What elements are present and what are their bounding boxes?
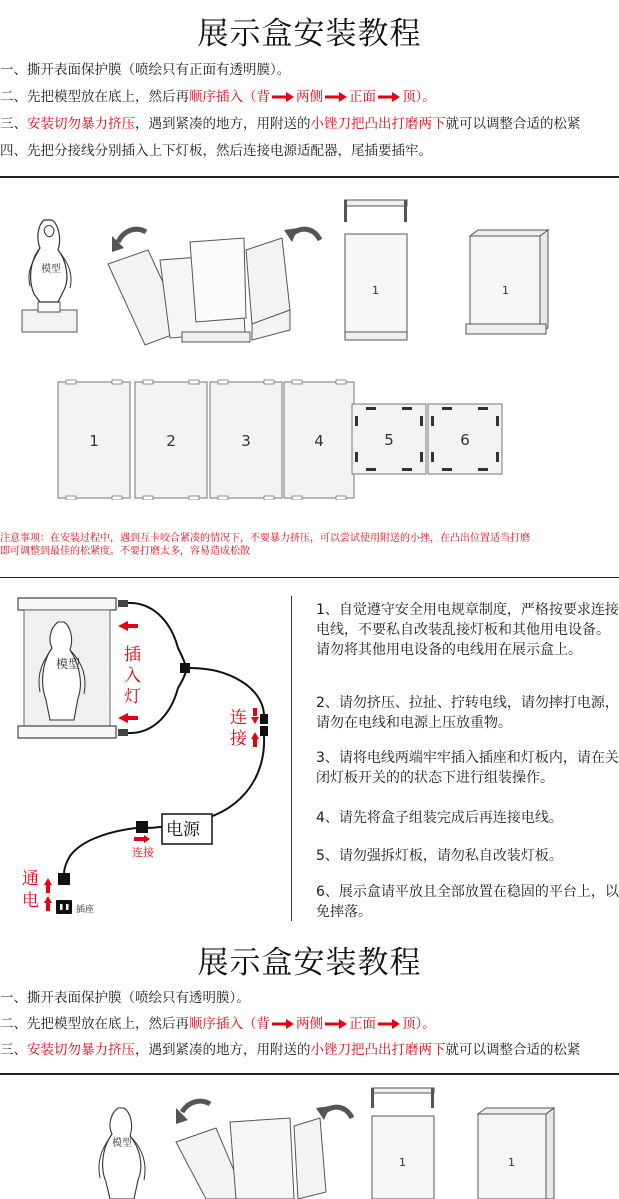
- model-label: 模型: [112, 1138, 132, 1149]
- box-complete: [466, 230, 548, 334]
- panel-label: 2: [166, 432, 176, 450]
- safety-notice-1: 1、自觉遵守安全用电规章制度，严格按要求连接电线，不要私自改装乱接灯板和其他用电设备。请勿将其他用电设备的电线用在展示盒上。: [316, 602, 619, 658]
- top-light-board: [18, 598, 116, 610]
- step-text: ，遇到紧凑的地方，用附送的: [135, 116, 311, 132]
- box-opening: [108, 238, 290, 345]
- box-lid-lifting: [344, 200, 407, 340]
- panel-3: [210, 380, 282, 500]
- panel-label: 1: [502, 284, 509, 297]
- step-4: [0, 142, 619, 160]
- panel-label: 6: [460, 431, 470, 449]
- panel-layout: [0, 378, 619, 500]
- arrow-right-icon: [378, 92, 400, 102]
- arrow-right-icon: [378, 1019, 400, 1029]
- model-label: 模型: [56, 657, 81, 671]
- assembly-illustration: [0, 190, 619, 350]
- panel-label: 3: [241, 432, 251, 450]
- step-prefix: 一、: [0, 990, 27, 1006]
- panel-label: 1: [372, 284, 379, 297]
- step-text: 就可以调整合适的松紧: [445, 1042, 581, 1058]
- divider: [0, 577, 619, 578]
- connect-label: 连 接: [230, 708, 247, 749]
- safety-notice-2: 2、请勿挤压、拉扯、拧转电线，请勿摔打电源，请勿在电线和电源上压放重物。: [316, 695, 619, 731]
- divider: [0, 176, 619, 178]
- page-title: 展示盒安装教程: [197, 16, 422, 52]
- step-highlight: 顺序插入（背: [189, 89, 270, 105]
- step-text: 就可以调整合适的松紧: [445, 116, 581, 132]
- arrow-right-icon: [325, 1019, 347, 1029]
- step-highlight: 两侧: [296, 89, 323, 105]
- step-highlight: 正面: [349, 1016, 376, 1032]
- step-prefix: 四、: [0, 143, 27, 159]
- arrow-right-icon: [325, 92, 347, 102]
- step-highlight: 小锉刀把凸出打磨两下: [310, 116, 446, 132]
- safety-notice-5: 5、请勿强拆灯板，请勿私自改装灯板。: [316, 848, 563, 864]
- step-prefix: 一、: [0, 62, 27, 78]
- step-highlight: 正面: [349, 89, 376, 105]
- box-lid-lifting: [371, 1088, 434, 1199]
- step-2: [0, 88, 619, 106]
- step-highlight: 安装切勿暴力挤压: [27, 1042, 135, 1058]
- step-prefix: 三、: [0, 116, 27, 132]
- model-label: 模型: [41, 264, 61, 275]
- step-highlight: 顺序插入（背: [189, 1016, 270, 1032]
- panel-label: 4: [314, 432, 324, 450]
- assembly-note: [0, 532, 619, 558]
- bottom-light-board: [18, 726, 116, 738]
- box-opening: [176, 1118, 326, 1199]
- note-line: 注意事项：在安装过程中，遇到互卡咬合紧凑的情况下，不要暴力挤压，可以尝试使用附送的小挫，在凸出位置适当打磨: [0, 533, 530, 544]
- step-highlight: 顶）。: [402, 89, 436, 105]
- panel-6: [428, 404, 502, 474]
- step-2: [0, 1015, 619, 1033]
- panel-label: 5: [384, 431, 394, 449]
- step-highlight: 小锉刀把凸出打磨两下: [310, 1042, 446, 1058]
- step-text: 先把模型放在底上，然后再: [27, 1016, 189, 1032]
- arrow-right-icon: [272, 92, 294, 102]
- step-text: ，遇到紧凑的地方，用附送的: [135, 1042, 311, 1058]
- step-3: [0, 115, 619, 133]
- divider: [0, 1073, 619, 1075]
- page-title-repeat: 展示盒安装教程: [197, 945, 422, 981]
- step-prefix: 二、: [0, 1016, 27, 1032]
- step-prefix: 三、: [0, 1042, 27, 1058]
- panel-4: [284, 380, 354, 500]
- insert-light-label: 插 入 灯: [124, 645, 141, 707]
- arrow-right-icon: [272, 1019, 294, 1029]
- divider-vertical: [291, 596, 292, 921]
- step-1: [0, 61, 619, 79]
- step-3: [0, 1041, 619, 1059]
- safety-notice-4: 4、请先将盒子组装完成后再连接电线。: [316, 810, 563, 826]
- power-label: 电源: [166, 820, 200, 840]
- socket-label: 插座: [76, 905, 95, 915]
- safety-notice-6: 6、展示盒请平放且全部放置在稳固的平台上，以免摔落。: [316, 884, 619, 920]
- panel-label: 1: [508, 1156, 515, 1169]
- panel-5: [352, 404, 426, 474]
- step-text: 撕开表面保护膜（喷绘只有透明膜）。: [27, 990, 250, 1006]
- wiring-diagram: [0, 588, 290, 928]
- connect-small-label: 连接: [132, 846, 154, 859]
- step-highlight: 两侧: [296, 1016, 323, 1032]
- step-1: [0, 989, 619, 1007]
- model-figure: [22, 220, 77, 332]
- box-complete: [478, 1108, 554, 1199]
- step-text: 先把分接线分别插入上下灯板，然后连接电源适配器，尾插要插牢。: [27, 143, 432, 159]
- step-text: 撕开表面保护膜（喷绘只有正面有透明膜）。: [27, 62, 291, 78]
- step-text: 先把模型放在底上，然后再: [27, 89, 189, 105]
- step-highlight: 安装切勿暴力挤压: [27, 116, 135, 132]
- socket-icon: [56, 900, 72, 914]
- note-line: 即可调整到最佳的松紧度。不要打磨太多，容易造成松散: [0, 546, 250, 557]
- panel-label: 1: [399, 1156, 406, 1169]
- power-on-label: 通 电: [22, 869, 39, 911]
- model-figure: [99, 1108, 145, 1199]
- panel-label: 1: [89, 432, 99, 450]
- panel-2: [135, 380, 207, 500]
- assembly-illustration-repeat: [0, 1082, 619, 1199]
- safety-notice-3: 3、请将电线两端牢牢插入插座和灯板内，请在关闭灯板开关的的状态下进行组装操作。: [316, 750, 619, 786]
- step-prefix: 二、: [0, 89, 27, 105]
- step-highlight: 顶）。: [402, 1016, 436, 1032]
- panel-1: [58, 380, 130, 500]
